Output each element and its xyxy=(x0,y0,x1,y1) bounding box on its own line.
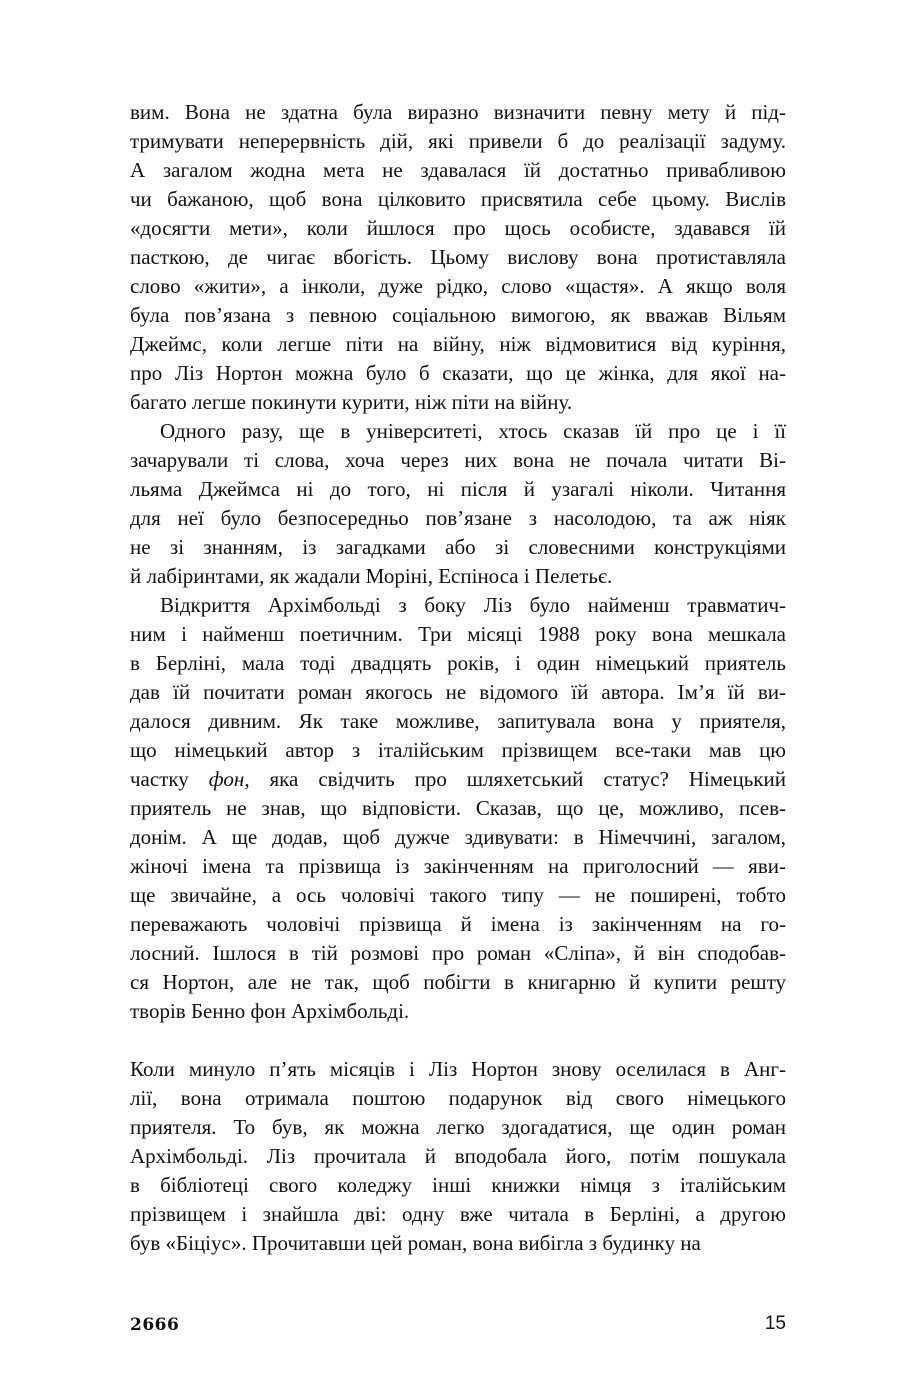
text-line: пасткою, де чигає вбогість. Цьому вислову вона протиставляла xyxy=(130,245,786,269)
text-line: ним і найменш поетичним. Три місяці 1988 року вона мешкала xyxy=(130,622,786,646)
text-line: донім. А ще додав, щоб дужче здивувати: в Німеччині, загалом, xyxy=(130,825,786,849)
text-line: прізвищем і знайшла дві: одну вже читала в Берліні, а другою xyxy=(130,1202,786,1226)
section-break xyxy=(130,1026,786,1055)
text-line: про Ліз Нортон можна було б сказати, що це жінка, для якої на- xyxy=(130,361,786,385)
text-line: переважають чоловічі прізвища й імена із закінченням на го- xyxy=(130,912,786,936)
text-line: Одного разу, ще в університеті, хтось сказав їй про це і її xyxy=(160,419,786,443)
text-line: й лабіринтами, як жадали Моріні, Еспіноса і Пелетьє. xyxy=(130,564,613,588)
text-line: багато легше покинути курити, ніж піти на війну. xyxy=(130,390,573,414)
text-line: дав їй почитати роман якогось не відомого їй автора. Ім’я їй ви- xyxy=(130,680,786,704)
text-line: в бібліотеці свого коледжу інші книжки німця з італійським xyxy=(130,1173,786,1197)
text-line: чи бажаною, щоб вона цілковито присвятила себе цьому. Вислів xyxy=(130,187,786,211)
book-page-body xyxy=(130,98,786,1258)
text-line: Коли минуло п’ять місяців і Ліз Нортон знову оселилася в Анг- xyxy=(130,1057,786,1081)
text-line: був «Біціус». Прочитавши цей роман, вона вибігла з будинку на xyxy=(130,1231,701,1255)
text-line: жіночі імена та прізвища із закінченням на приголосний — яви- xyxy=(130,854,786,878)
text-line: не зі знанням, із загадками або зі словесними конструкціями xyxy=(130,535,786,559)
text-line: зачарували ті слова, хоча через них вона не почала читати Ві- xyxy=(130,448,786,472)
text-line: льяма Джеймса ні до того, ні після й узагалі ніколи. Читання xyxy=(130,477,786,501)
text-line: лії, вона отримала поштою подарунок від свого німецького xyxy=(130,1086,786,1110)
paragraph xyxy=(130,591,786,1026)
page-number: 15 xyxy=(764,1313,786,1334)
text-line: приятеля. То був, як можна легко здогадатися, ще один роман xyxy=(130,1115,786,1139)
text-line: А загалом жодна мета не здавалася їй достатньо привабливою xyxy=(130,158,786,182)
text-line: в Берліні, мала тоді двадцять років, і один німецький приятель xyxy=(130,651,786,675)
italic-word: фон xyxy=(208,767,245,791)
text-line: приятель не знав, що відповісти. Сказав, що це, можливо, псев- xyxy=(130,796,786,820)
paragraph xyxy=(130,417,786,591)
text-line: творів Бенно фон Архімбольді. xyxy=(130,999,410,1023)
text-line: ся Нортон, але не так, щоб побігти в книгарню й купити решту xyxy=(130,970,786,994)
text-line: частку фон, яка свідчить про шляхетський статус? Німецький xyxy=(130,767,786,791)
text-line: тримувати неперервність дій, які привели б до реалізації задуму. xyxy=(130,129,786,153)
paragraph xyxy=(130,98,786,417)
text-line: лосний. Ішлося в тій розмові про роман «Сліпа», й він сподобав- xyxy=(130,941,786,965)
text-line: для неї було безпосередньо пов’язане з насолодою, та аж ніяк xyxy=(130,506,786,530)
paragraph xyxy=(130,1055,786,1258)
text-line: Джеймс, коли легше піти на війну, ніж відмовитися від куріння, xyxy=(130,332,786,356)
text-line: вим. Вона не здатна була виразно визначити певну мету й під- xyxy=(130,100,786,124)
text-line: далося дивним. Як таке можливе, запитувала вона у приятеля, xyxy=(130,709,786,733)
text-line: Архімбольді. Ліз прочитала й вподобала його, потім пошукала xyxy=(130,1144,786,1168)
text-line: слово «жити», а інколи, дуже рідко, слово «щастя». А якщо воля xyxy=(130,274,786,298)
text-line: що німецький автор з італійським прізвищем все-таки мав цю xyxy=(130,738,786,762)
text-line: була пов’язана з певною соціальною вимогою, як вважав Вільям xyxy=(130,303,786,327)
text-line: ще звичайне, а ось чоловічі такого типу — не поширені, тобто xyxy=(130,883,786,907)
text-line: «досягти мети», коли йшлося про щось особисте, здавався їй xyxy=(130,216,786,240)
text-line: Відкриття Архімбольді з боку Ліз було найменш травматич- xyxy=(160,593,786,617)
running-footer-title: 2666 xyxy=(130,1315,180,1335)
